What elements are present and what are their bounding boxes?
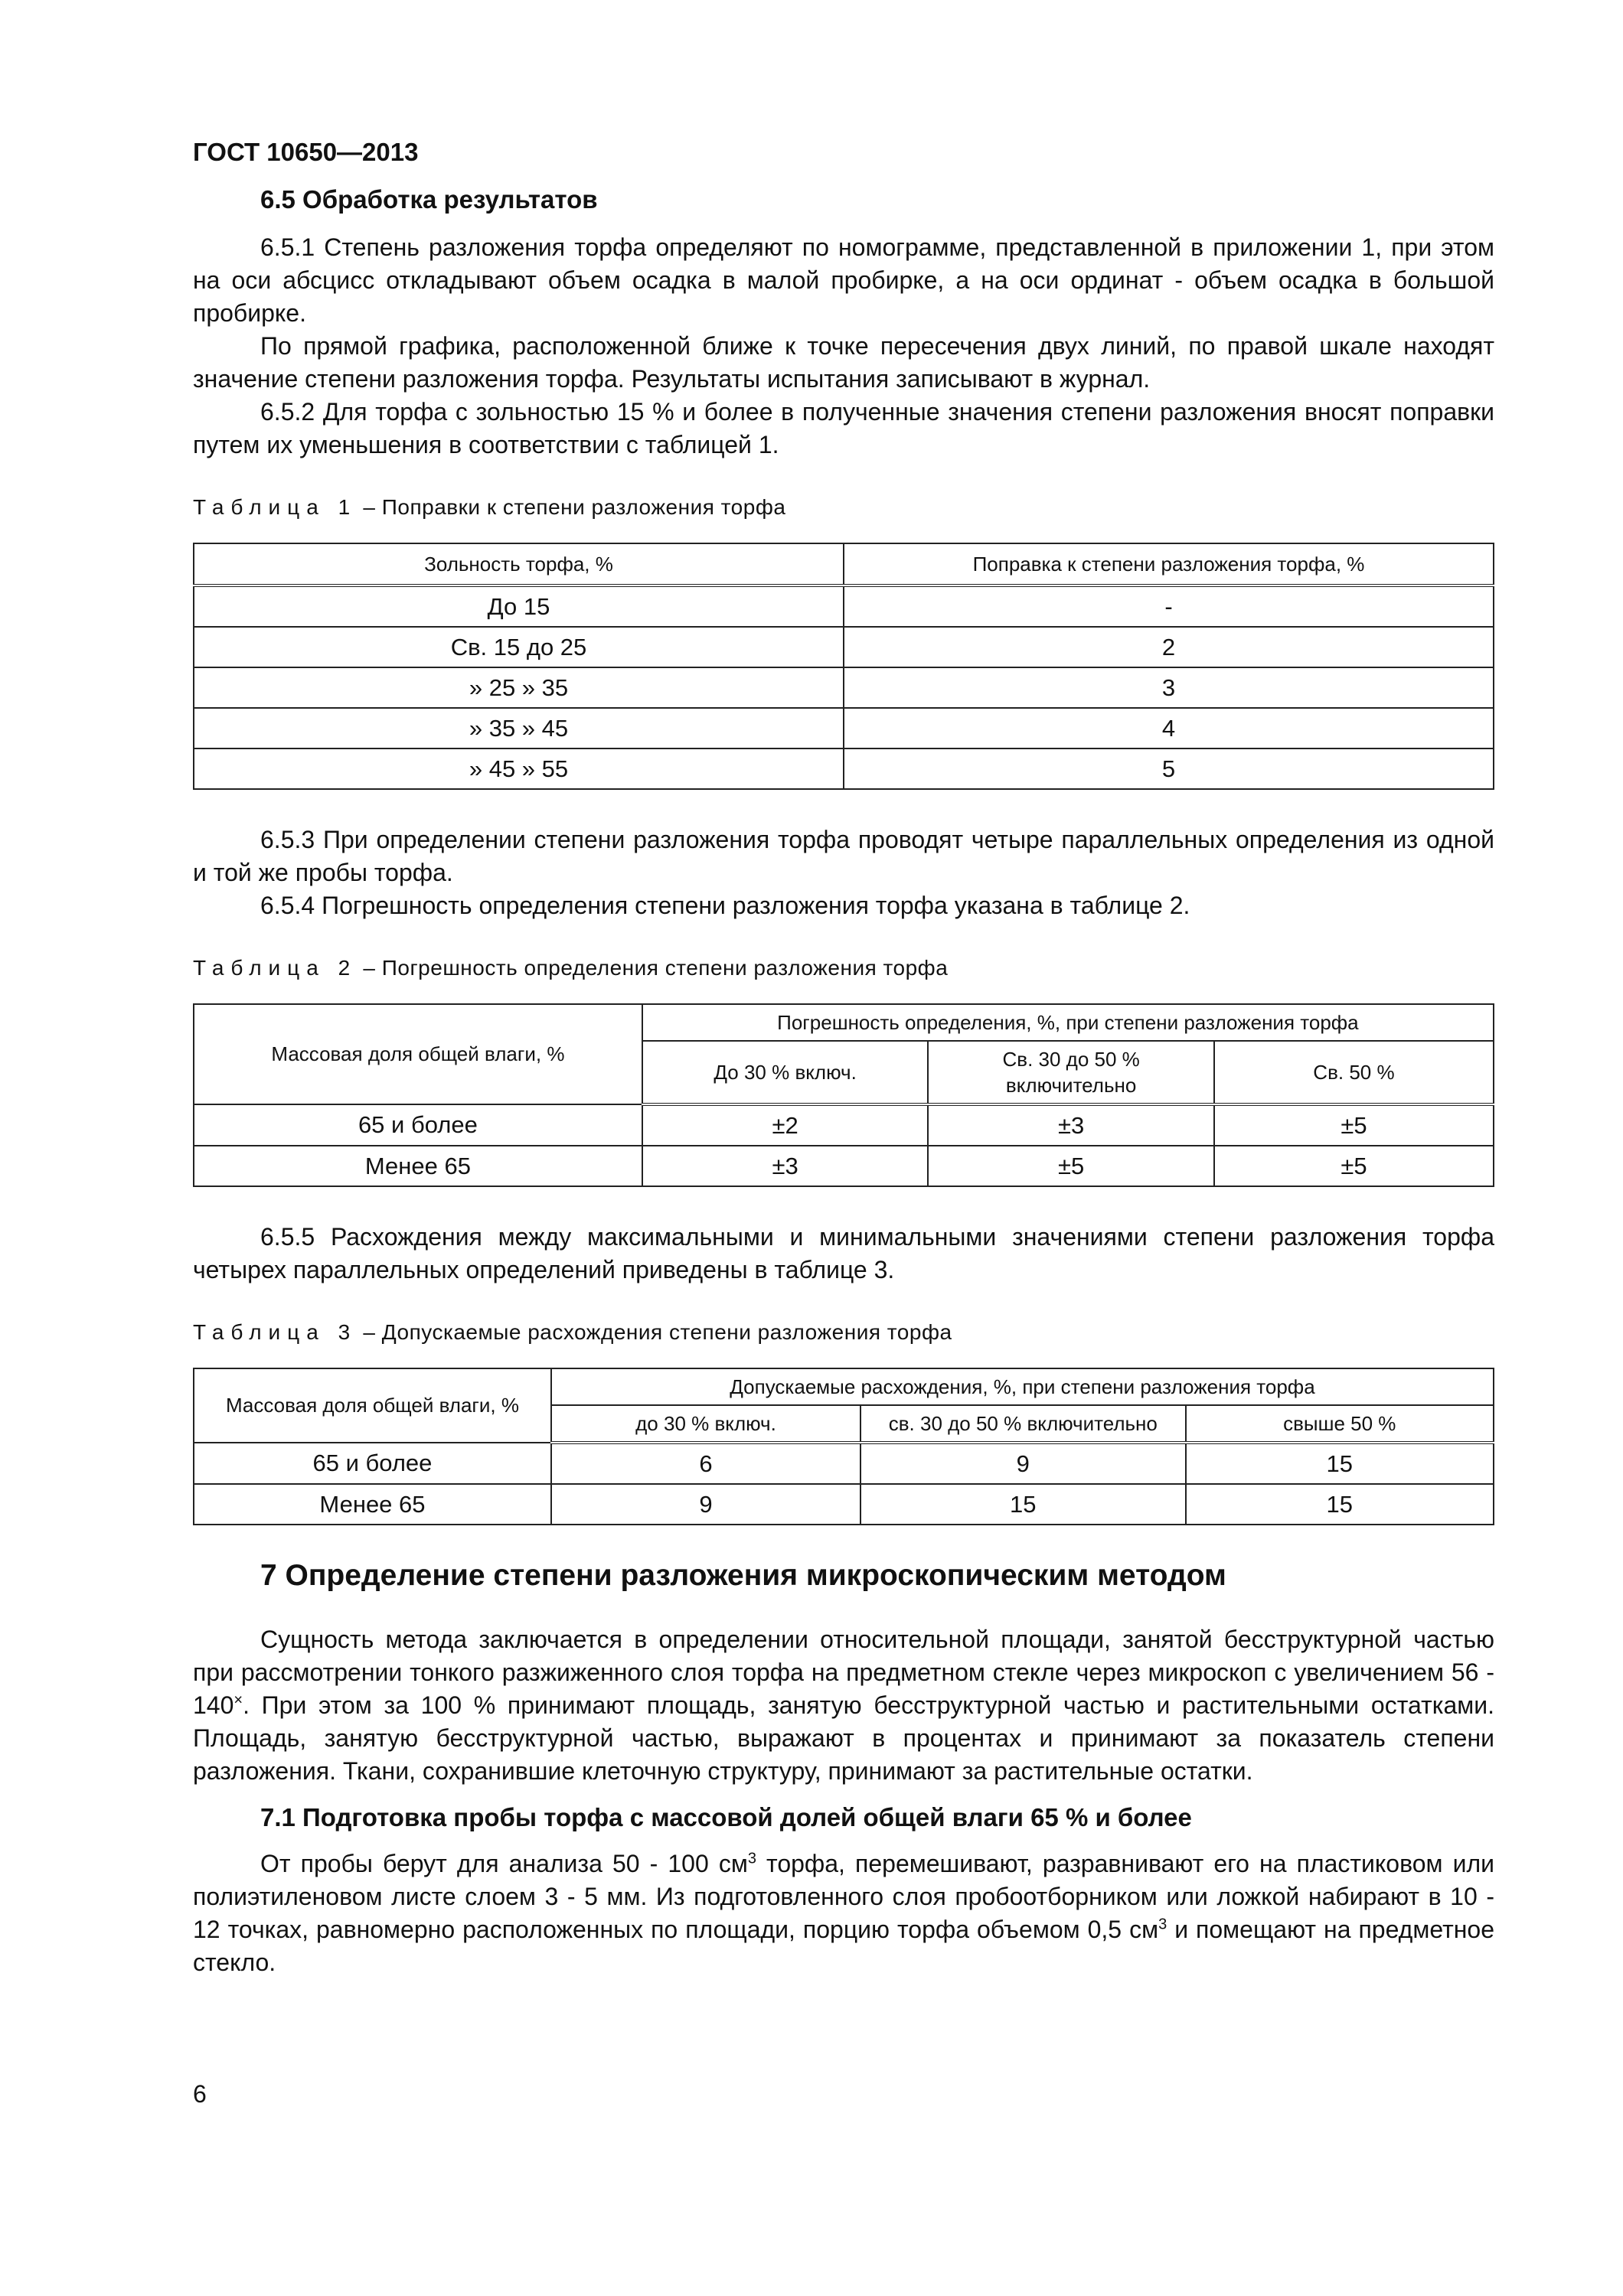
table1-caption-text: – Поправки к степени разложения торфа: [357, 495, 786, 519]
table-cell: ±5: [1214, 1146, 1494, 1186]
table-cell: ±5: [928, 1146, 1214, 1186]
table-row: [194, 1484, 1494, 1525]
table2-subheader: Св. 50 %: [1214, 1041, 1494, 1104]
table3-caption-text: – Допускаемые расхождения степени разложения торфа: [357, 1320, 952, 1344]
text-run: торфа, перемешивают, разравнивают его на пластиковом или полиэтиленовом листе слоем 3 - 5 мм. Из подготовленного слоя пробоотборником или ложкой набирают в 10 - 12 точках, равномерно расположенных по площади, порцию торфа объемом 0,5 см: [193, 1850, 1495, 1943]
text-run: и помещают на предметное стекло.: [193, 1916, 1495, 1976]
table-cell: ±3: [642, 1146, 929, 1186]
section-6-5-title: 6.5 Обработка результатов: [260, 185, 598, 214]
section-7-title: 7 Определение степени разложения микроскопическим методом: [260, 1559, 1226, 1592]
paragraph-nomogram-line: По прямой графика, расположенной ближе к точке пересечения двух линий, по правой шкале находят значение степени разложения торфа. Результаты испытания записывают в журнал.: [193, 332, 1494, 393]
table-cell: 9: [551, 1484, 860, 1525]
table-cell: 15: [1186, 1484, 1494, 1525]
table-cell: » 25 » 35: [194, 667, 844, 708]
table2-header-moisture: Массовая доля общей влаги, %: [194, 1004, 642, 1104]
table2-caption-label: Таблица 2: [193, 956, 358, 980]
text-run: От пробы берут для анализа 50 - 100 см: [260, 1850, 748, 1877]
table-cell: ±5: [1214, 1104, 1494, 1146]
table2-subheader: До 30 % включ.: [642, 1041, 929, 1104]
table-cell: До 15: [194, 585, 844, 627]
table-row: [194, 627, 1494, 667]
paragraph-6-5-2: 6.5.2 Для торфа с зольностью 15 % и более в полученные значения степени разложения вносят поправки путем их уменьшения в соответствии с таблицей 1.: [193, 398, 1494, 458]
table-cell: 9: [860, 1443, 1186, 1484]
text-run: Сущность метода заключается в определении относительной площади, занятой бесструктурной частью при рассмотрении тонкого разжиженного слоя торфа на предметном стекле через микроскоп с увеличением 56 - 140: [193, 1626, 1494, 1719]
table2-header-group: Погрешность определения, %, при степени разложения торфа: [642, 1004, 1494, 1041]
table3-header-moisture: Массовая доля общей влаги, %: [194, 1368, 551, 1443]
table2-caption: [193, 956, 1494, 980]
table-decomposition-error: [193, 1003, 1494, 1187]
table-row: [194, 667, 1494, 708]
table1-header-ash: Зольность торфа, %: [194, 543, 844, 585]
table-cell: 5: [844, 748, 1494, 789]
text-run: . При этом за 100 % принимают площадь, занятую бесструктурной частью и растительными остатками. Площадь, занятую бесструктурной частью, выражают в процентах и принимают за показатель степени разложения. Ткани, сохранившие клеточную структуру, принимают за растительные остатки.: [193, 1691, 1494, 1785]
paragraph-6-5-4: 6.5.4 Погрешность определения степени разложения торфа указана в таблице 2.: [260, 892, 1190, 919]
page-number: 6: [193, 2080, 207, 2108]
paragraph-7-1: [193, 1848, 1494, 1979]
table3-caption: [193, 1320, 1494, 1345]
table3-header-group: Допускаемые расхождения, %, при степени разложения торфа: [551, 1368, 1494, 1405]
table-row: [194, 1104, 1494, 1146]
table-ash-corrections: [193, 543, 1494, 790]
table-row: [194, 1146, 1494, 1186]
superscript: 3: [1158, 1916, 1167, 1933]
paragraph-6-5-3: 6.5.3 При определении степени разложения торфа проводят четыре параллельных определения из одной и той же пробы торфа.: [193, 826, 1494, 886]
document-code: ГОСТ 10650—2013: [193, 138, 419, 166]
table-row: [194, 585, 1494, 627]
table-cell: 3: [844, 667, 1494, 708]
table-cell: ±2: [642, 1104, 929, 1146]
superscript: 3: [747, 1850, 756, 1867]
table2-subheader: Св. 30 до 50 % включительно: [928, 1041, 1214, 1104]
table-cell: 4: [844, 708, 1494, 748]
table-allowed-discrepancy: [193, 1368, 1494, 1525]
table3-caption-label: Таблица 3: [193, 1320, 358, 1344]
table-cell: 65 и более: [194, 1443, 551, 1484]
table-cell: 15: [1186, 1443, 1494, 1484]
table-cell: 2: [844, 627, 1494, 667]
table-cell: » 45 » 55: [194, 748, 844, 789]
table-cell: Менее 65: [194, 1484, 551, 1525]
table1-caption-label: Таблица 1: [193, 495, 358, 519]
superscript: ×: [233, 1691, 243, 1709]
table2-caption-text: – Погрешность определения степени разложения торфа: [357, 956, 949, 980]
table-row: [194, 1443, 1494, 1484]
table-cell: 6: [551, 1443, 860, 1484]
table1-header-correction: Поправка к степени разложения торфа, %: [844, 543, 1494, 585]
table3-subheader: св. 30 до 50 % включительно: [860, 1405, 1186, 1443]
table-cell: Менее 65: [194, 1146, 642, 1186]
document-page: [193, 138, 1494, 1979]
table3-subheader: свыше 50 %: [1186, 1405, 1494, 1443]
table-cell: » 35 » 45: [194, 708, 844, 748]
paragraph-6-5-1: 6.5.1 Степень разложения торфа определяют по номограмме, представленной в приложении 1, при этом на оси абсцисс откладывают объем осадка в малой пробирке, а на оси ординат - объем осадка в большой пробирке.: [193, 233, 1494, 327]
section-7-1-title: 7.1 Подготовка пробы торфа с массовой долей общей влаги 65 % и более: [260, 1803, 1192, 1831]
table-cell: ±3: [928, 1104, 1214, 1146]
table-cell: Св. 15 до 25: [194, 627, 844, 667]
table-cell: -: [844, 585, 1494, 627]
table-row: [194, 748, 1494, 789]
table-cell: 15: [860, 1484, 1186, 1525]
table1-caption: [193, 495, 1494, 520]
table3-subheader: до 30 % включ.: [551, 1405, 860, 1443]
paragraph-6-5-5: 6.5.5 Расхождения между максимальными и минимальными значениями степени разложения торфа четырех параллельных определений приведены в таблице 3.: [193, 1223, 1494, 1283]
table-row: [194, 708, 1494, 748]
table-cell: 65 и более: [194, 1104, 642, 1146]
paragraph-method-essence: [193, 1623, 1494, 1788]
